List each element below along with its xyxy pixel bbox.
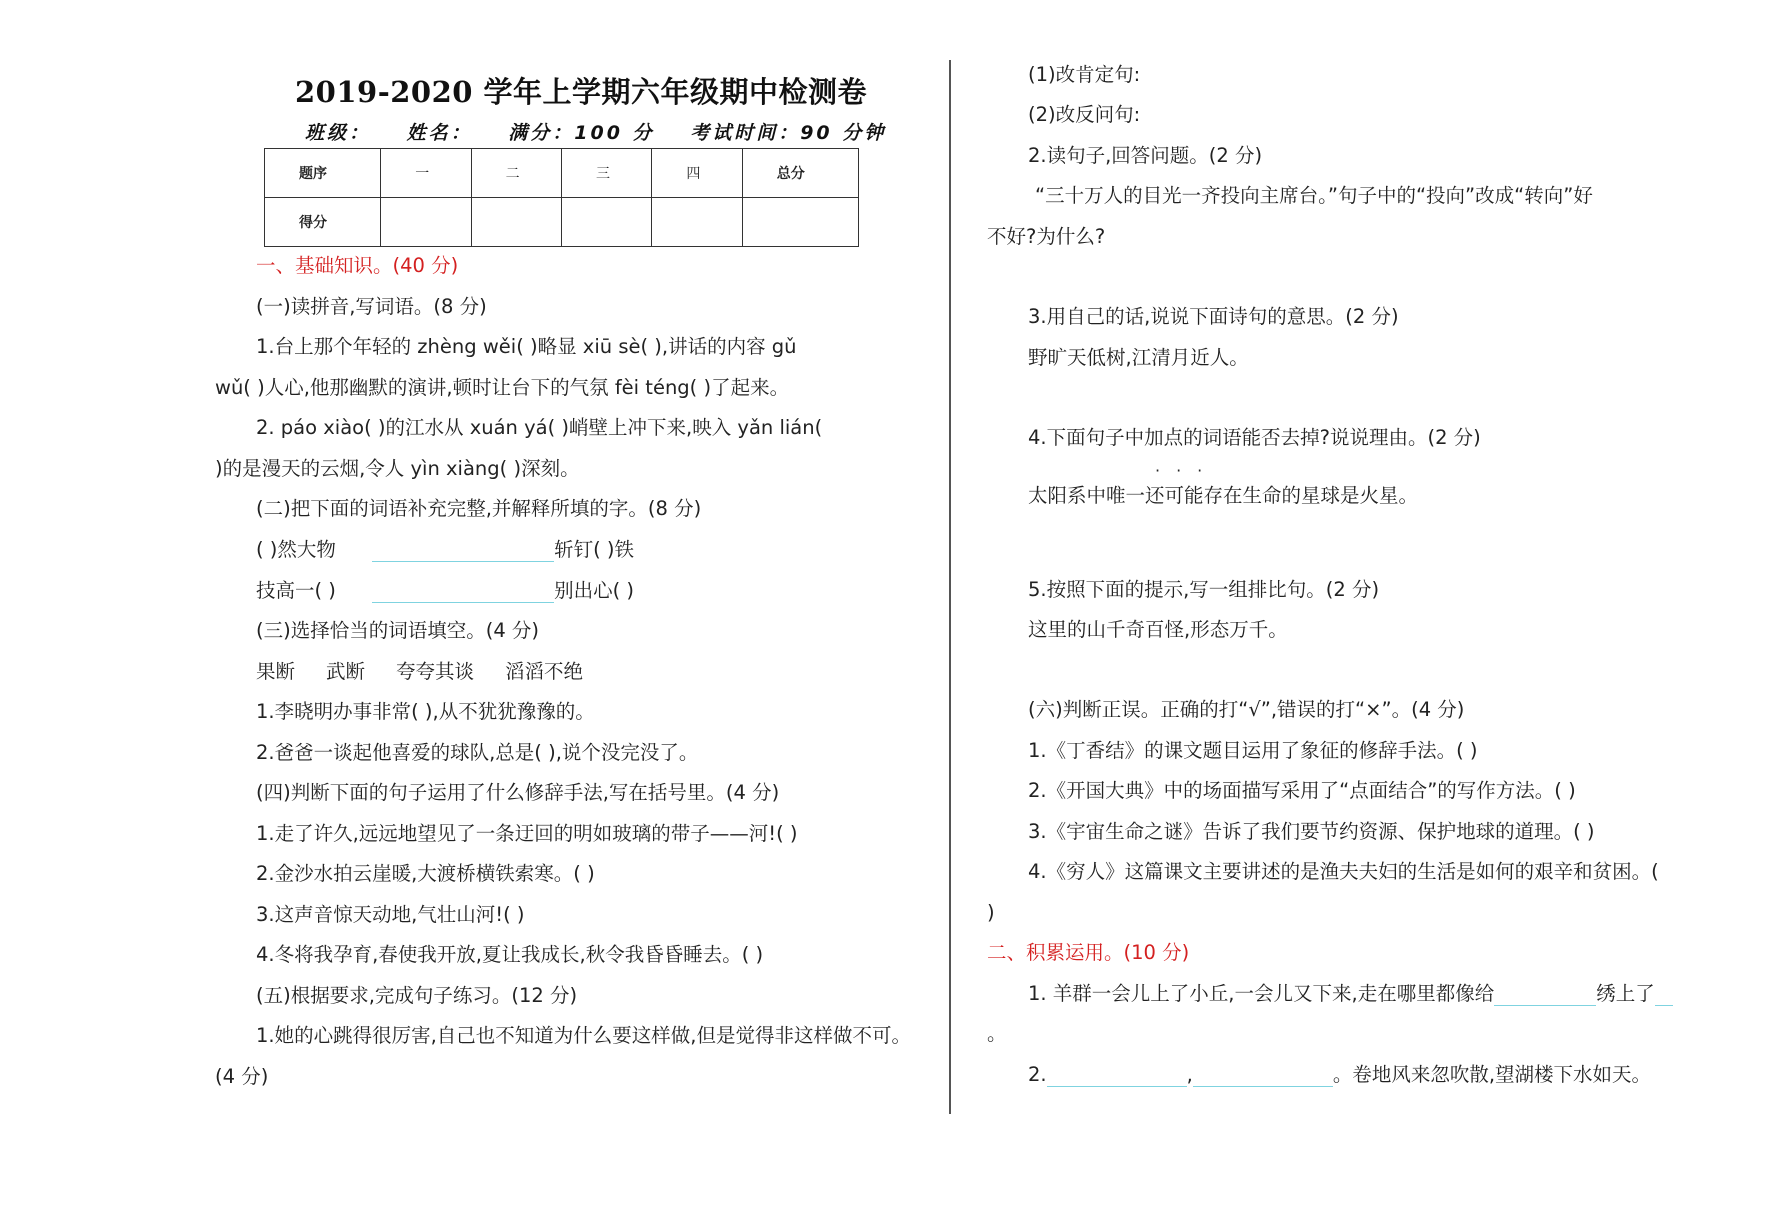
class-label: 班级：: [305, 122, 372, 144]
section-2-title: 二、积累运用。(10 分): [987, 941, 1190, 964]
question-text: ): [987, 901, 995, 924]
question-text: 2.《开国大典》中的场面描写采用了“点面结合”的写作方法。( ): [1028, 779, 1576, 802]
score-cell: 一: [381, 149, 471, 198]
score-input-cell[interactable]: [742, 198, 858, 247]
part-6-title: (六)判断正误。正确的打“√”,错误的打“×”。(4 分): [1028, 698, 1465, 721]
full-score: 满分：100 分: [508, 122, 655, 144]
question-text: “三十万人的目光一齐投向主席台。”句子中的“投向”改成“转向”好: [1035, 184, 1593, 207]
question-text: 1.台上那个年轻的 zhèng wěi( )略显 xiū sè( ),讲话的内容 gǔ: [256, 335, 797, 358]
score-cell: 四: [652, 149, 742, 198]
part-3-title: (三)选择恰当的词语填空。(4 分): [256, 619, 540, 642]
part-4-title: (四)判断下面的句子运用了什么修辞手法,写在括号里。(4 分): [256, 781, 780, 804]
page-title: 2019-2020 学年上学期六年级期中检测卷: [295, 75, 868, 109]
score-cell: 三: [561, 149, 651, 198]
answer-blank[interactable]: [1047, 1086, 1187, 1087]
question-text: 2. páo xiào( )的江水从 xuán yá( )峭壁上冲下来,映入 yǎn lián(: [256, 416, 823, 439]
exam-info: [305, 118, 886, 145]
question-text: wǔ( )人心,他那幽默的演讲,顿时让台下的气氛 fèi téng( )了起来。: [215, 376, 790, 399]
question-text: 3.用自己的话,说说下面诗句的意思。(2 分): [1028, 305, 1399, 328]
idiom-text: 技高一( ): [256, 579, 336, 602]
question-row: [1028, 1063, 1651, 1087]
question-text: )的是漫天的云烟,令人 yìn xiàng( )深刻。: [215, 457, 580, 480]
question-text: 2.爸爸一谈起他喜爱的球队,总是( ),说个没完没了。: [256, 741, 699, 764]
score-input-cell[interactable]: [471, 198, 561, 247]
right-column: [955, 0, 1778, 1229]
question-text: 2.金沙水拍云崖暖,大渡桥横铁索寒。( ): [256, 862, 595, 885]
question-text: 不好?为什么?: [987, 225, 1106, 248]
question-text: 1.李晓明办事非常( ),从不犹犹豫豫的。: [256, 700, 595, 723]
idiom-row-2: [256, 579, 634, 603]
answer-blank[interactable]: [372, 602, 554, 603]
exam-time: 考试时间：90 分钟: [690, 122, 887, 144]
score-table-header-row: [265, 149, 859, 198]
name-label: 姓名：: [406, 122, 473, 144]
question-text: 太阳系中唯一还可能存在生命的星球是火星。: [1028, 484, 1419, 507]
score-cell: 总分: [742, 149, 858, 198]
score-cell: 二: [471, 149, 561, 198]
part-5-title: (五)根据要求,完成句子练习。(12 分): [256, 984, 578, 1007]
question-text: (2)改反问句:: [1028, 103, 1141, 126]
question-text: 3.这声音惊天动地,气壮山河!( ): [256, 903, 525, 926]
score-input-cell[interactable]: [561, 198, 651, 247]
answer-blank[interactable]: [1494, 1005, 1596, 1006]
part-1-title: (一)读拼音,写词语。(8 分): [256, 295, 487, 318]
idiom-text: 斩钉( )铁: [554, 538, 635, 561]
section-1-title: 一、基础知识。(40 分): [256, 254, 459, 277]
poem-line: 野旷天低树,江清月近人。: [1028, 346, 1249, 369]
emphasis-dots: ···: [1155, 461, 1219, 480]
score-table-score-row: [265, 198, 859, 247]
answer-blank[interactable]: [1193, 1086, 1333, 1087]
score-input-cell[interactable]: [652, 198, 742, 247]
question-text: 绣上了: [1596, 982, 1655, 1005]
score-cell: 题序: [265, 149, 381, 198]
question-text: 1. 羊群一会儿上了小丘,一会儿又下来,走在哪里都像给: [1028, 982, 1495, 1005]
part-2-title: (二)把下面的词语补充完整,并解释所填的字。(8 分): [256, 497, 702, 520]
idiom-text: ( )然大物: [256, 538, 336, 561]
separator: ,: [1186, 1063, 1193, 1086]
score-table: [264, 148, 859, 247]
question-text: (1)改肯定句:: [1028, 63, 1141, 86]
question-text: 3.《宇宙生命之谜》告诉了我们要节约资源、保护地球的道理。( ): [1028, 820, 1595, 843]
word-choices: 果断 武断 夸夸其谈 滔滔不绝: [256, 660, 583, 683]
question-text: 1.她的心跳得很厉害,自己也不知道为什么要这样做,但是觉得非这样做不可。: [256, 1024, 912, 1047]
question-text: 1.《丁香结》的课文题目运用了象征的修辞手法。( ): [1028, 739, 1478, 762]
score-input-cell[interactable]: [381, 198, 471, 247]
idiom-row-1: [256, 538, 634, 562]
question-text: 1.走了许久,远远地望见了一条迂回的明如玻璃的带子——河!( ): [256, 822, 798, 845]
question-text: 4.《穷人》这篇课文主要讲述的是渔夫夫妇的生活是如何的艰辛和贫困。(: [1028, 860, 1659, 883]
score-cell: 得分: [265, 198, 381, 247]
idiom-text: 别出心( ): [554, 579, 635, 602]
question-number: 2.: [1028, 1063, 1047, 1086]
question-text: 5.按照下面的提示,写一组排比句。(2 分): [1028, 578, 1380, 601]
question-text: 2.读句子,回答问题。(2 分): [1028, 144, 1263, 167]
question-text: 这里的山千奇百怪,形态万千。: [1028, 618, 1288, 641]
question-text: 4.下面句子中加点的词语能否去掉?说说理由。(2 分): [1028, 426, 1481, 449]
question-score: (4 分): [215, 1065, 269, 1088]
question-text: 4.冬将我孕育,春使我开放,夏让我成长,秋令我昏昏睡去。( ): [256, 943, 764, 966]
answer-blank[interactable]: [372, 561, 554, 562]
question-row: [1028, 982, 1673, 1006]
question-text: 。卷地风来忽吹散,望湖楼下水如天。: [1332, 1063, 1652, 1086]
answer-blank[interactable]: [1655, 1005, 1673, 1006]
question-text: 。: [987, 1022, 1007, 1045]
